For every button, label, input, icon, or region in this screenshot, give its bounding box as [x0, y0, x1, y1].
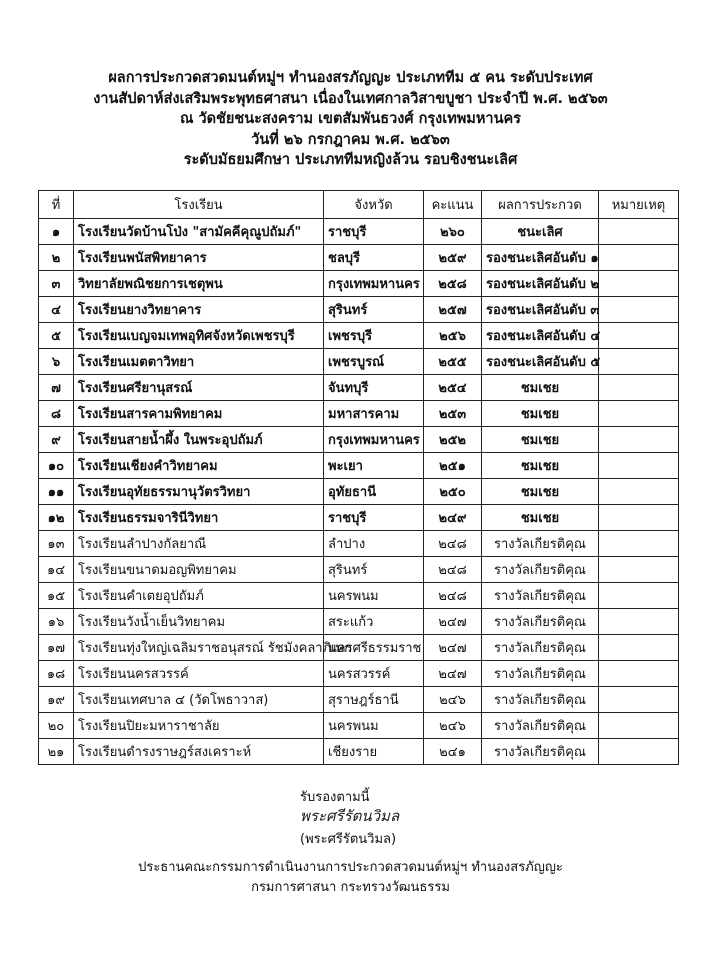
table-row	[39, 297, 679, 323]
cell-result: รางวัลเกียรติคุณ	[482, 635, 599, 661]
results-table	[38, 190, 679, 765]
table-row	[39, 739, 679, 765]
cell-school: โรงเรียนเบญจมเทพอุทิศจังหวัดเพชรบุรี	[74, 323, 324, 349]
document-header	[0, 68, 701, 171]
table-row	[39, 531, 679, 557]
cell-result: รางวัลเกียรติคุณ	[482, 661, 599, 687]
cell-score: ๒๔๗	[424, 609, 482, 635]
cell-note	[599, 635, 679, 661]
cell-score: ๒๕๔	[424, 375, 482, 401]
cell-note	[599, 687, 679, 713]
cell-school: โรงเรียนศรียานุสรณ์	[74, 375, 324, 401]
cell-province: สุราษฎร์ธานี	[324, 687, 424, 713]
cell-province: เพชรบูรณ์	[324, 349, 424, 375]
cell-no: ๒๐	[39, 713, 74, 739]
cell-school: โรงเรียนสารคามพิทยาคม	[74, 401, 324, 427]
cell-result: ชมเชย	[482, 505, 599, 531]
table-row	[39, 713, 679, 739]
cell-note	[599, 401, 679, 427]
cell-province: นครพนม	[324, 713, 424, 739]
cell-score: ๒๔๑	[424, 739, 482, 765]
cell-no: ๑๖	[39, 609, 74, 635]
cell-school: โรงเรียนธรรมจารินีวิทยา	[74, 505, 324, 531]
cell-school: โรงเรียนวัดบ้านโป่ง "สามัคคีคุณูปถัมภ์"	[74, 219, 324, 245]
cell-score: ๒๔๖	[424, 713, 482, 739]
cell-score: ๒๔๙	[424, 505, 482, 531]
cell-note	[599, 531, 679, 557]
table-row	[39, 557, 679, 583]
table-row	[39, 479, 679, 505]
cell-province: นครศรีธรรมราช	[324, 635, 424, 661]
cell-note	[599, 661, 679, 687]
table-header-row	[39, 191, 679, 219]
table-row	[39, 349, 679, 375]
cell-no: ๗	[39, 375, 74, 401]
cell-result: ชมเชย	[482, 375, 599, 401]
cell-result: รางวัลเกียรติคุณ	[482, 609, 599, 635]
cell-school: โรงเรียนเทศบาล ๔ (วัดโพธาวาส)	[74, 687, 324, 713]
cell-result: รางวัลเกียรติคุณ	[482, 739, 599, 765]
cell-province: อุทัยธานี	[324, 479, 424, 505]
header-province: จังหวัด	[324, 191, 424, 219]
cell-score: ๒๔๗	[424, 635, 482, 661]
cell-province: ชลบุรี	[324, 245, 424, 271]
header-no: ที่	[39, 191, 74, 219]
cell-no: ๕	[39, 323, 74, 349]
cell-no: ๑๗	[39, 635, 74, 661]
cell-no: ๖	[39, 349, 74, 375]
cell-school: โรงเรียนขนาดมอญพิทยาคม	[74, 557, 324, 583]
cell-province: นครสวรรค์	[324, 661, 424, 687]
cell-result: รองชนะเลิศอันดับ ๑	[482, 245, 599, 271]
cell-note	[599, 219, 679, 245]
cell-no: ๑๓	[39, 531, 74, 557]
cell-note	[599, 583, 679, 609]
cell-no: ๒๑	[39, 739, 74, 765]
table-row	[39, 375, 679, 401]
cell-no: ๑๐	[39, 453, 74, 479]
cell-school: โรงเรียนยางวิทยาคาร	[74, 297, 324, 323]
cell-result: รองชนะเลิศอันดับ ๒	[482, 271, 599, 297]
cell-school: โรงเรียนพนัสพิทยาคาร	[74, 245, 324, 271]
cell-score: ๒๕๘	[424, 271, 482, 297]
cell-result: รองชนะเลิศอันดับ ๔	[482, 323, 599, 349]
table-row	[39, 401, 679, 427]
cell-note	[599, 427, 679, 453]
cell-no: ๑๔	[39, 557, 74, 583]
header-result: ผลการประกวด	[482, 191, 599, 219]
cell-score: ๒๕๗	[424, 297, 482, 323]
cell-province: กรุงเทพมหานคร	[324, 427, 424, 453]
cell-province: จันทบุรี	[324, 375, 424, 401]
cell-no: ๓	[39, 271, 74, 297]
table-row	[39, 271, 679, 297]
header-title-line: ผลการประกวดสวดมนต์หมู่ฯ ทำนองสรภัญญะ ประเภททีม ๕ คน ระดับประเทศ	[108, 70, 593, 86]
table-row	[39, 245, 679, 271]
cell-note	[599, 375, 679, 401]
cell-result: รางวัลเกียรติคุณ	[482, 687, 599, 713]
cell-result: ชมเชย	[482, 453, 599, 479]
cell-score: ๒๕๖	[424, 323, 482, 349]
cell-no: ๔	[39, 297, 74, 323]
cell-school: โรงเรียนวังน้ำเย็นวิทยาคม	[74, 609, 324, 635]
cell-result: ชนะเลิศ	[482, 219, 599, 245]
cell-province: ราชบุรี	[324, 219, 424, 245]
cell-no: ๑๙	[39, 687, 74, 713]
cell-note	[599, 453, 679, 479]
cell-score: ๒๕๕	[424, 349, 482, 375]
cell-note	[599, 557, 679, 583]
signature: พระศรีรัตนวิมล	[300, 807, 400, 825]
cell-score: ๒๕๑	[424, 453, 482, 479]
header-score: คะแนน	[424, 191, 482, 219]
cell-school: โรงเรียนลำปางกัลยาณี	[74, 531, 324, 557]
cell-score: ๒๕๙	[424, 245, 482, 271]
header-school: โรงเรียน	[74, 191, 324, 219]
cell-result: รางวัลเกียรติคุณ	[482, 531, 599, 557]
cell-school: โรงเรียนปิยะมหาราชาลัย	[74, 713, 324, 739]
signer-position: ประธานคณะกรรมการดำเนินงานการประกวดสวดมนต์หมู่ฯ ทำนองสรภัญญะ	[138, 860, 563, 875]
cell-note	[599, 713, 679, 739]
cell-school: โรงเรียนทุ่งใหญ่เฉลิมราชอนุสรณ์ รัชมังคลาภิเษก	[74, 635, 324, 661]
cell-no: ๑	[39, 219, 74, 245]
table-row	[39, 635, 679, 661]
cell-note	[599, 609, 679, 635]
cell-note	[599, 271, 679, 297]
cell-result: ชมเชย	[482, 401, 599, 427]
cell-score: ๒๔๘	[424, 531, 482, 557]
cell-province: มหาสารคาม	[324, 401, 424, 427]
cell-note	[599, 739, 679, 765]
cell-province: ราชบุรี	[324, 505, 424, 531]
cell-result: รางวัลเกียรติคุณ	[482, 583, 599, 609]
cell-province: เพชรบุรี	[324, 323, 424, 349]
cell-school: โรงเรียนเชียงคำวิทยาคม	[74, 453, 324, 479]
cell-score: ๒๔๗	[424, 661, 482, 687]
cell-province: นครพนม	[324, 583, 424, 609]
table-row	[39, 427, 679, 453]
header-venue-line: ณ วัดชัยชนะสงคราม เขตสัมพันธวงศ์ กรุงเทพมหานคร	[180, 111, 521, 127]
cell-result: รางวัลเกียรติคุณ	[482, 557, 599, 583]
signer-name: (พระศรีรัตนวิมล)	[300, 832, 397, 847]
cell-no: ๙	[39, 427, 74, 453]
table-row	[39, 453, 679, 479]
signer-department: กรมการศาสนา กระทรวงวัฒนธรรม	[251, 880, 450, 895]
table-row	[39, 583, 679, 609]
header-event-line: งานสัปดาห์ส่งเสริมพระพุทธศาสนา เนื่องในเทศกาลวิสาขบูชา ประจำปี พ.ศ. ๒๕๖๓	[93, 90, 608, 107]
cell-province: สุรินทร์	[324, 557, 424, 583]
cell-note	[599, 245, 679, 271]
cell-school: โรงเรียนคำเตยอุปถัมภ์	[74, 583, 324, 609]
cell-no: ๒	[39, 245, 74, 271]
cell-result: รางวัลเกียรติคุณ	[482, 713, 599, 739]
cell-result: ชมเชย	[482, 479, 599, 505]
cell-school: โรงเรียนนครสวรรค์	[74, 661, 324, 687]
cell-score: ๒๔๘	[424, 557, 482, 583]
cell-province: เชียงราย	[324, 739, 424, 765]
table-row	[39, 609, 679, 635]
cell-school: โรงเรียนสายน้ำผึ้ง ในพระอุปถัมภ์	[74, 427, 324, 453]
cell-note	[599, 479, 679, 505]
cell-province: สระแก้ว	[324, 609, 424, 635]
header-date-line: วันที่ ๒๖ กรกฎาคม พ.ศ. ๒๕๖๓	[251, 131, 450, 148]
cell-score: ๒๖๐	[424, 219, 482, 245]
cell-school: โรงเรียนดำรงราษฎร์สงเคราะห์	[74, 739, 324, 765]
cell-province: พะเยา	[324, 453, 424, 479]
table-row	[39, 323, 679, 349]
cell-result: รองชนะเลิศอันดับ ๓	[482, 297, 599, 323]
cell-province: สุรินทร์	[324, 297, 424, 323]
header-note: หมายเหตุ	[599, 191, 679, 219]
certify-text: รับรองตามนี้	[300, 790, 370, 805]
table-body	[39, 219, 679, 765]
cell-note	[599, 297, 679, 323]
table-row	[39, 219, 679, 245]
cell-no: ๘	[39, 401, 74, 427]
cell-school: วิทยาลัยพณิชยการเชตุพน	[74, 271, 324, 297]
header-category-line: ระดับมัธยมศึกษา ประเภททีมหญิงล้วน รอบชิงชนะเลิศ	[183, 152, 518, 168]
cell-note	[599, 505, 679, 531]
table-row	[39, 661, 679, 687]
cell-note	[599, 323, 679, 349]
cell-score: ๒๔๘	[424, 583, 482, 609]
table-row	[39, 687, 679, 713]
table-row	[39, 505, 679, 531]
cell-no: ๑๑	[39, 479, 74, 505]
cell-province: ลำปาง	[324, 531, 424, 557]
cell-score: ๒๔๖	[424, 687, 482, 713]
cell-note	[599, 349, 679, 375]
cell-no: ๑๕	[39, 583, 74, 609]
cell-no: ๑๒	[39, 505, 74, 531]
cell-score: ๒๕๒	[424, 427, 482, 453]
cell-score: ๒๕๐	[424, 479, 482, 505]
cell-score: ๒๕๓	[424, 401, 482, 427]
cell-school: โรงเรียนอุทัยธรรมานุวัตรวิทยา	[74, 479, 324, 505]
cell-school: โรงเรียนเมตตาวิทยา	[74, 349, 324, 375]
cell-province: กรุงเทพมหานคร	[324, 271, 424, 297]
cell-result: รองชนะเลิศอันดับ ๕	[482, 349, 599, 375]
cell-no: ๑๘	[39, 661, 74, 687]
cell-result: ชมเชย	[482, 427, 599, 453]
